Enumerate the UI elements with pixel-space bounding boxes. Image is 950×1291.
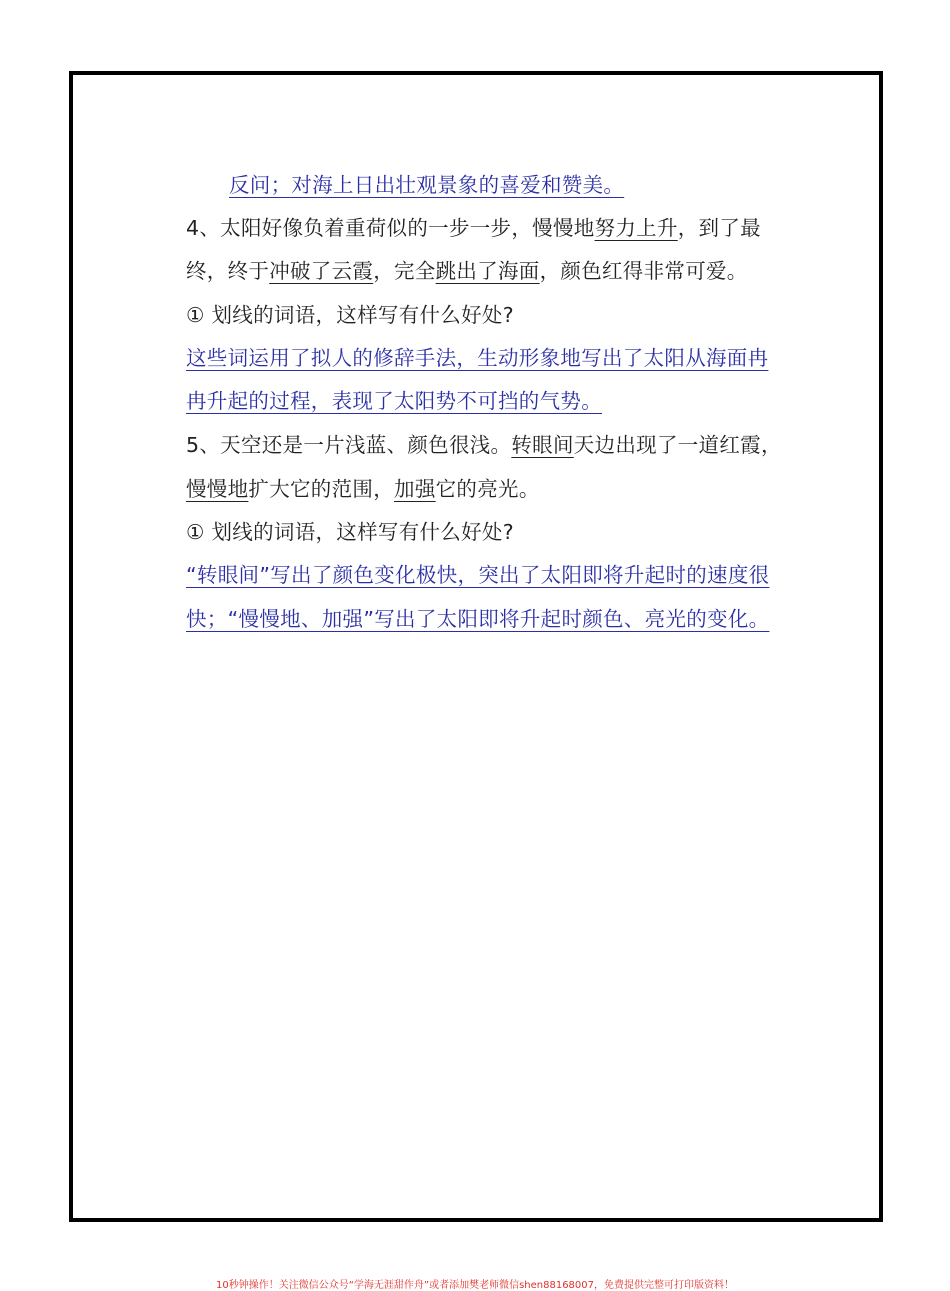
text-segment: 5、天空还是一片浅蓝、颜色很浅。 bbox=[186, 433, 512, 457]
page-border bbox=[69, 71, 883, 1222]
q5-answer-line-1: “转眼间”写出了颜色变化极快，突出了太阳即将升起时的速度很 bbox=[186, 563, 770, 587]
q4-text-line-2 bbox=[186, 256, 748, 286]
text-segment: ，到了最 bbox=[677, 216, 761, 240]
answer-line: 反问；对海上日出壮观景象的喜爱和赞美。 bbox=[229, 173, 625, 197]
underlined-phrase: 冲破了云霞 bbox=[269, 259, 374, 283]
text-segment: 扩大它的范围， bbox=[248, 477, 395, 501]
underlined-phrase: 慢慢地 bbox=[186, 477, 249, 501]
underlined-phrase: 努力上升 bbox=[594, 216, 678, 240]
q4-answer-line-1: 这些词运用了拟人的修辞手法，生动形象地写出了太阳从海面冉 bbox=[186, 346, 769, 370]
q4-answer-line-2: 冉升起的过程，表现了太阳势不可挡的气势。 bbox=[186, 389, 602, 413]
q5-answer-line-2: 快；“慢慢地、加强”写出了太阳即将升起时颜色、亮光的变化。 bbox=[186, 607, 770, 631]
text-segment: 4、太阳好像负着重荷似的一步一步，慢慢地 bbox=[186, 216, 595, 240]
q4-question: ① 划线的词语，这样写有什么好处? bbox=[186, 303, 514, 327]
q4-text-line-1 bbox=[186, 213, 761, 243]
text-segment: 终，终于 bbox=[186, 259, 270, 283]
underlined-phrase: 跳出了海面 bbox=[435, 259, 540, 283]
text-segment: 天边出现了一道红霞， bbox=[573, 433, 782, 457]
footer-notice: 10秒钟操作！关注微信公众号“学海无涯甜作舟”或者添加樊老师微信shen88168007，免费提供完整可打印版资料！ bbox=[215, 1280, 735, 1291]
q5-question: ① 划线的词语，这样写有什么好处? bbox=[186, 520, 514, 544]
text-segment: 它的亮光。 bbox=[435, 477, 540, 501]
underlined-phrase: 加强 bbox=[394, 477, 436, 501]
q5-text-line-2 bbox=[186, 474, 540, 504]
text-segment: ，颜色红得非常可爱。 bbox=[539, 259, 748, 283]
text-segment: ，完全 bbox=[373, 259, 436, 283]
underlined-phrase: 转眼间 bbox=[511, 433, 574, 457]
q5-text-line-1 bbox=[186, 430, 782, 460]
